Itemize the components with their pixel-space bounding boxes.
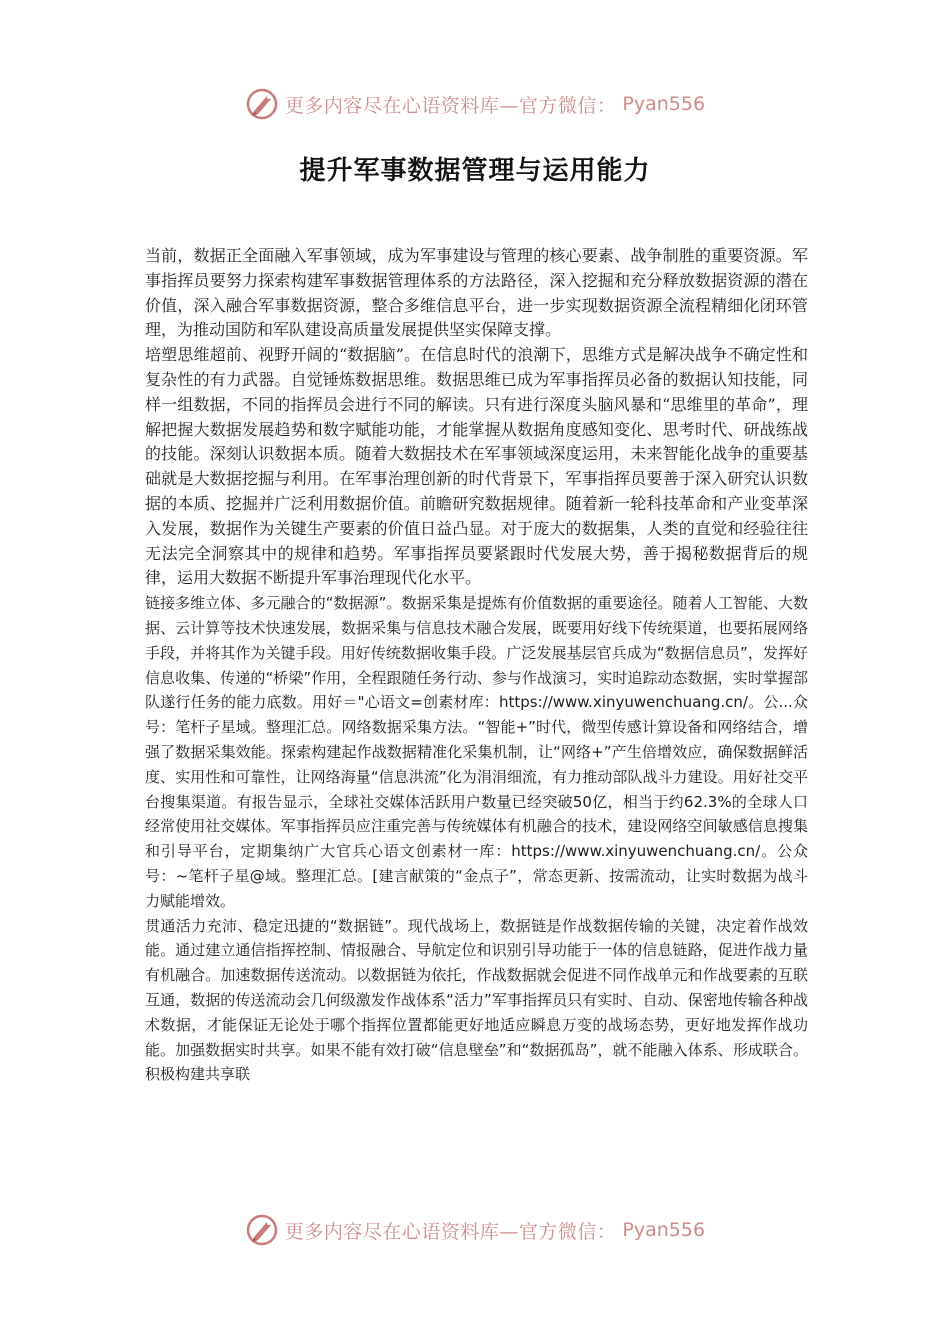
pen-circle-logo-icon [245, 87, 279, 121]
paragraph-data-link: 贯通活力充沛、稳定迅捷的“数据链”。现代战场上，数据链是作战数据传输的关键，决定着作战效能。通过建立通信指挥控制、情报融合、导航定位和识别引导功能于一体的信息链路，促进作战力量有机融合。加速数据传送流动。以数据链为依托，作战数据就会促进不同作战单元和作战要素的互联互通，数据的传送流动会几何级激发作战体系“活力”军事指挥员只有实时、自动、保密地传输各种战术数据，才能保证无论处于哪个指挥位置都能更好地适应瞬息万变的战场态势，更好地发挥作战功能。加强数据实时共享。如果不能有效打破“信息壁垒”和“数据孤岛”，就不能融入体系、形成联合。积极构建共享联 [145, 916, 808, 1084]
document-title: 提升军事数据管理与运用能力 [299, 156, 651, 186]
paragraph-intro: 当前，数据正全面融入军事领域，成为军事建设与管理的核心要素、战争制胜的重要资源。军事指挥员要努力探索构建军事数据管理体系的方法路径，深入挖掘和充分释放数据资源的潜在价值，深入融合军事数据资源，整合多维信息平台，进一步实现数据资源全流程精细化闭环管理，为推动国防和军队建设高质量发展提供坚实保障支撑。 [145, 246, 808, 340]
document-body [145, 244, 808, 1087]
pen-circle-logo-icon [245, 1213, 279, 1247]
watermark-text: 更多内容尽在心语资料库—官方微信： [284, 94, 617, 117]
watermark-text: 更多内容尽在心语资料库—官方微信： [284, 1220, 617, 1243]
paragraph-data-source: 链接多维立体、多元融合的“数据源”。数据采集是提炼有价值数据的重要途径。随着人工智能、大数据、云计算等技术快速发展，数据采集与信息技术融合发展，既要用好线下传统渠道，也要拓展网络手段，并将其作为关键手段。用好传统数据收集手段。广泛发展基层官兵成为“数据信息员”，发挥好信息收集、传递的“桥梁”作用，全程跟随任务行动、参与作战演习，实时追踪动态数据，实时掌握部队遂行任务的能力底数。用好＝"心语文=创素材库：https://www.xinyuwenchuang.cn/。公...众号：笔杆子星域。整理汇总。网络数据采集方法。“智能+”时代，微型传感计算设备和网络结合，增强了数据采集效能。探索构建起作战数据精准化采集机制，让“网络+”产生倍增效应，确保数据鲜活度、实用性和可靠性，让网络海量“信息洪流”化为涓涓细流，有力推动部队战斗力建设。用好社交平台搜集渠道。有报告显示，全球社交媒体活跃用户数量已经突破50亿，相当于约62.3%的全球人口经常使用社交媒体。军事指挥员应注重完善与传统媒体有机融合的技术，建设网络空间敏感信息搜集和引导平台，定期集纳广大官兵心语文创素材一库：https://www.xinyuwenchuang.cn/。公众号：~笔杆子星@域。整理汇总。[建言献策的“金点子”，常态更新、按需流动，让实时数据为战斗力赋能增效。 [145, 594, 808, 910]
watermark-banner-bottom [0, 1210, 950, 1250]
watermark-banner-top [0, 84, 950, 124]
watermark-contact: Pyan556 [622, 1219, 706, 1241]
paragraph-data-brain: 培塑思维超前、视野开阔的“数据脑”。在信息时代的浪潮下，思维方式是解决战争不确定性和复杂性的有力武器。自觉锤炼数据思维。数据思维已成为军事指挥员必备的数据认知技能，同样一组数据，不同的指挥员会进行不同的解读。只有进行深度头脑风暴和“思维里的革命”，理解把握大数据发展趋势和数字赋能功能，才能掌握从数据角度感知变化、思考时代、研战练战的技能。深刻认识数据本质。随着大数据技术在军事领域深度运用，未来智能化战争的重要基础就是大数据挖掘与利用。在军事治理创新的时代背景下，军事指挥员要善于深入研究认识数据的本质、挖掘并广泛利用数据价值。前瞻研究数据规律。随着新一轮科技革命和产业变革深入发展，数据作为关键生产要素的价值日益凸显。对于庞大的数据集，人类的直觉和经验往往无法完全洞察其中的规律和趋势。军事指挥员要紧跟时代发展大势，善于揭秘数据背后的规律，运用大数据不断提升军事治理现代化水平。 [145, 345, 808, 588]
watermark-contact: Pyan556 [622, 93, 706, 115]
